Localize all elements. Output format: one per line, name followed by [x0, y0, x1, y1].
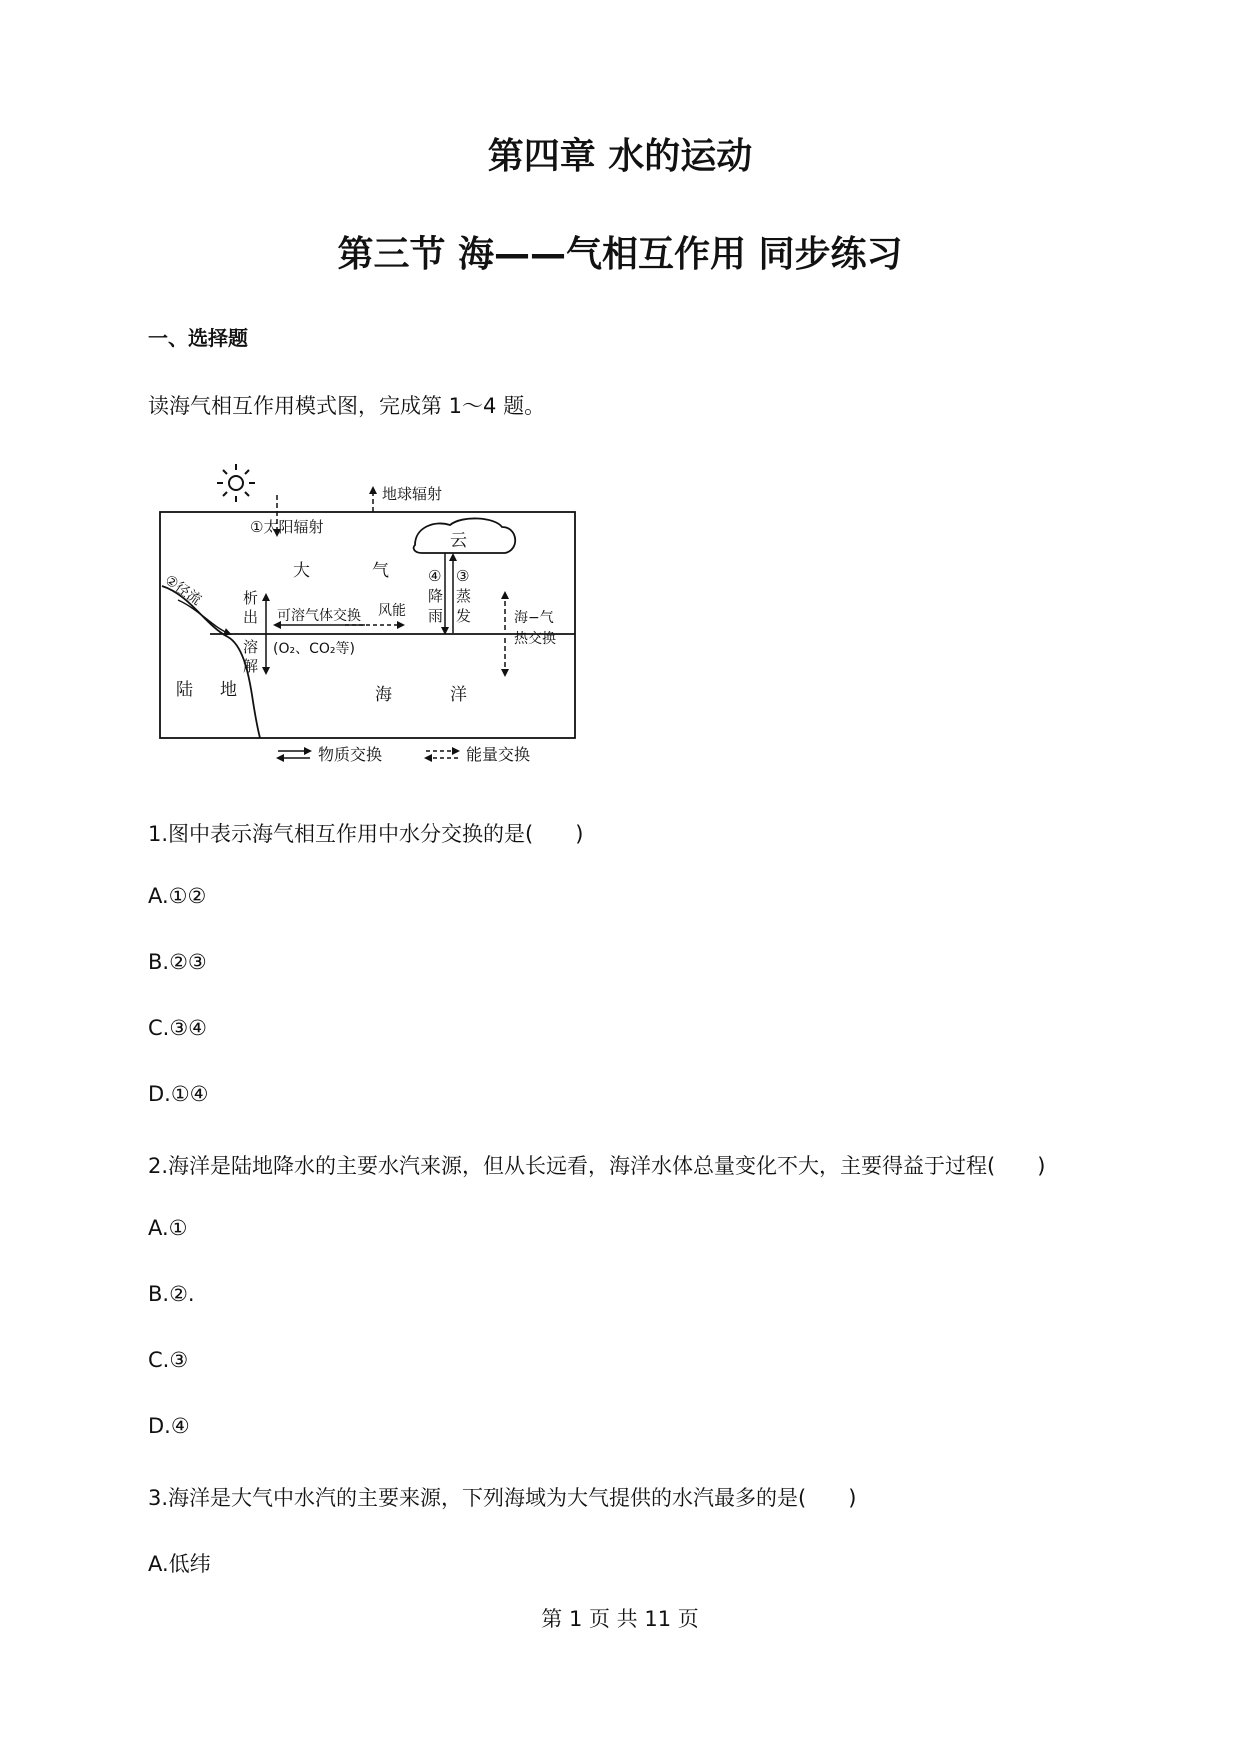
chapter-title: 第四章 水的运动 — [487, 136, 753, 177]
question-2-option-b: B.②. — [148, 1282, 195, 1306]
label-atmosphere-2: 气 — [372, 561, 389, 581]
section-title: 第三节 海——气相互作用 同步练习 — [337, 234, 903, 275]
sea-air-interaction-diagram — [150, 455, 590, 775]
label-solar-radiation: ①太阳辐射 — [250, 518, 324, 536]
question-2-option-c: C.③ — [148, 1348, 189, 1372]
label-gas-exchange: 可溶气体交换 — [277, 608, 361, 624]
label-land-1: 陆 — [176, 680, 193, 700]
question-2-option-d: D.④ — [148, 1414, 190, 1438]
label-precip-2: 雨 — [428, 607, 444, 625]
question-1-option-d: D.①④ — [148, 1082, 209, 1106]
label-earth-radiation: 地球辐射 — [382, 485, 443, 503]
question-1-option-c: C.③④ — [148, 1016, 207, 1040]
label-evap-1: 蒸 — [456, 587, 472, 605]
label-dissolve-1: 溶 — [243, 638, 259, 656]
label-gas-examples: (O₂、CO₂等) — [273, 641, 355, 657]
label-wind-energy: 风能 — [378, 603, 406, 619]
legend-energy-icon — [426, 751, 458, 758]
label-runoff: ②径流 — [161, 572, 205, 609]
label-ocean-1: 海 — [375, 685, 392, 705]
intro-text: 读海气相互作用模式图，完成第 1～4 题。 — [148, 394, 546, 418]
legend-energy-label: 能量交换 — [466, 745, 531, 764]
question-2-option-a: A.① — [148, 1216, 188, 1240]
label-evap-num: ③ — [456, 567, 470, 585]
question-3-option-a: A.低纬 — [148, 1552, 211, 1576]
label-cloud: 云 — [450, 531, 467, 551]
label-ocean-2: 洋 — [450, 685, 467, 705]
label-atmosphere-1: 大 — [293, 561, 310, 581]
runoff-arrow — [178, 600, 230, 634]
question-2-stem: 2.海洋是陆地降水的主要水汽来源，但从长远看，海洋水体总量变化不大，主要得益于过程( ) — [148, 1154, 1046, 1178]
label-heat-exchange-1: 海−气 — [514, 610, 554, 626]
label-evap-2: 发 — [456, 607, 472, 625]
legend-material-icon — [278, 751, 310, 758]
label-precip-1: 降 — [428, 587, 444, 605]
question-1-option-a: A.①② — [148, 884, 207, 908]
question-1-option-b: B.②③ — [148, 950, 207, 974]
section-heading: 一、选择题 — [148, 326, 248, 350]
legend-material-label: 物质交换 — [318, 745, 383, 764]
label-precip-num: ④ — [428, 567, 442, 585]
question-1-stem: 1.图中表示海气相互作用中水分交换的是( ) — [148, 822, 584, 846]
page-footer: 第 1 页 共 11 页 — [541, 1607, 699, 1631]
label-release-2: 出 — [243, 608, 259, 626]
label-heat-exchange-2: 热交换 — [514, 631, 556, 647]
question-3-stem: 3.海洋是大气中水汽的主要来源，下列海域为大气提供的水汽最多的是( ) — [148, 1486, 857, 1510]
label-dissolve-2: 解 — [243, 657, 259, 675]
sun-icon — [217, 464, 255, 502]
label-release-1: 析 — [243, 589, 259, 607]
label-land-2: 地 — [220, 680, 237, 700]
